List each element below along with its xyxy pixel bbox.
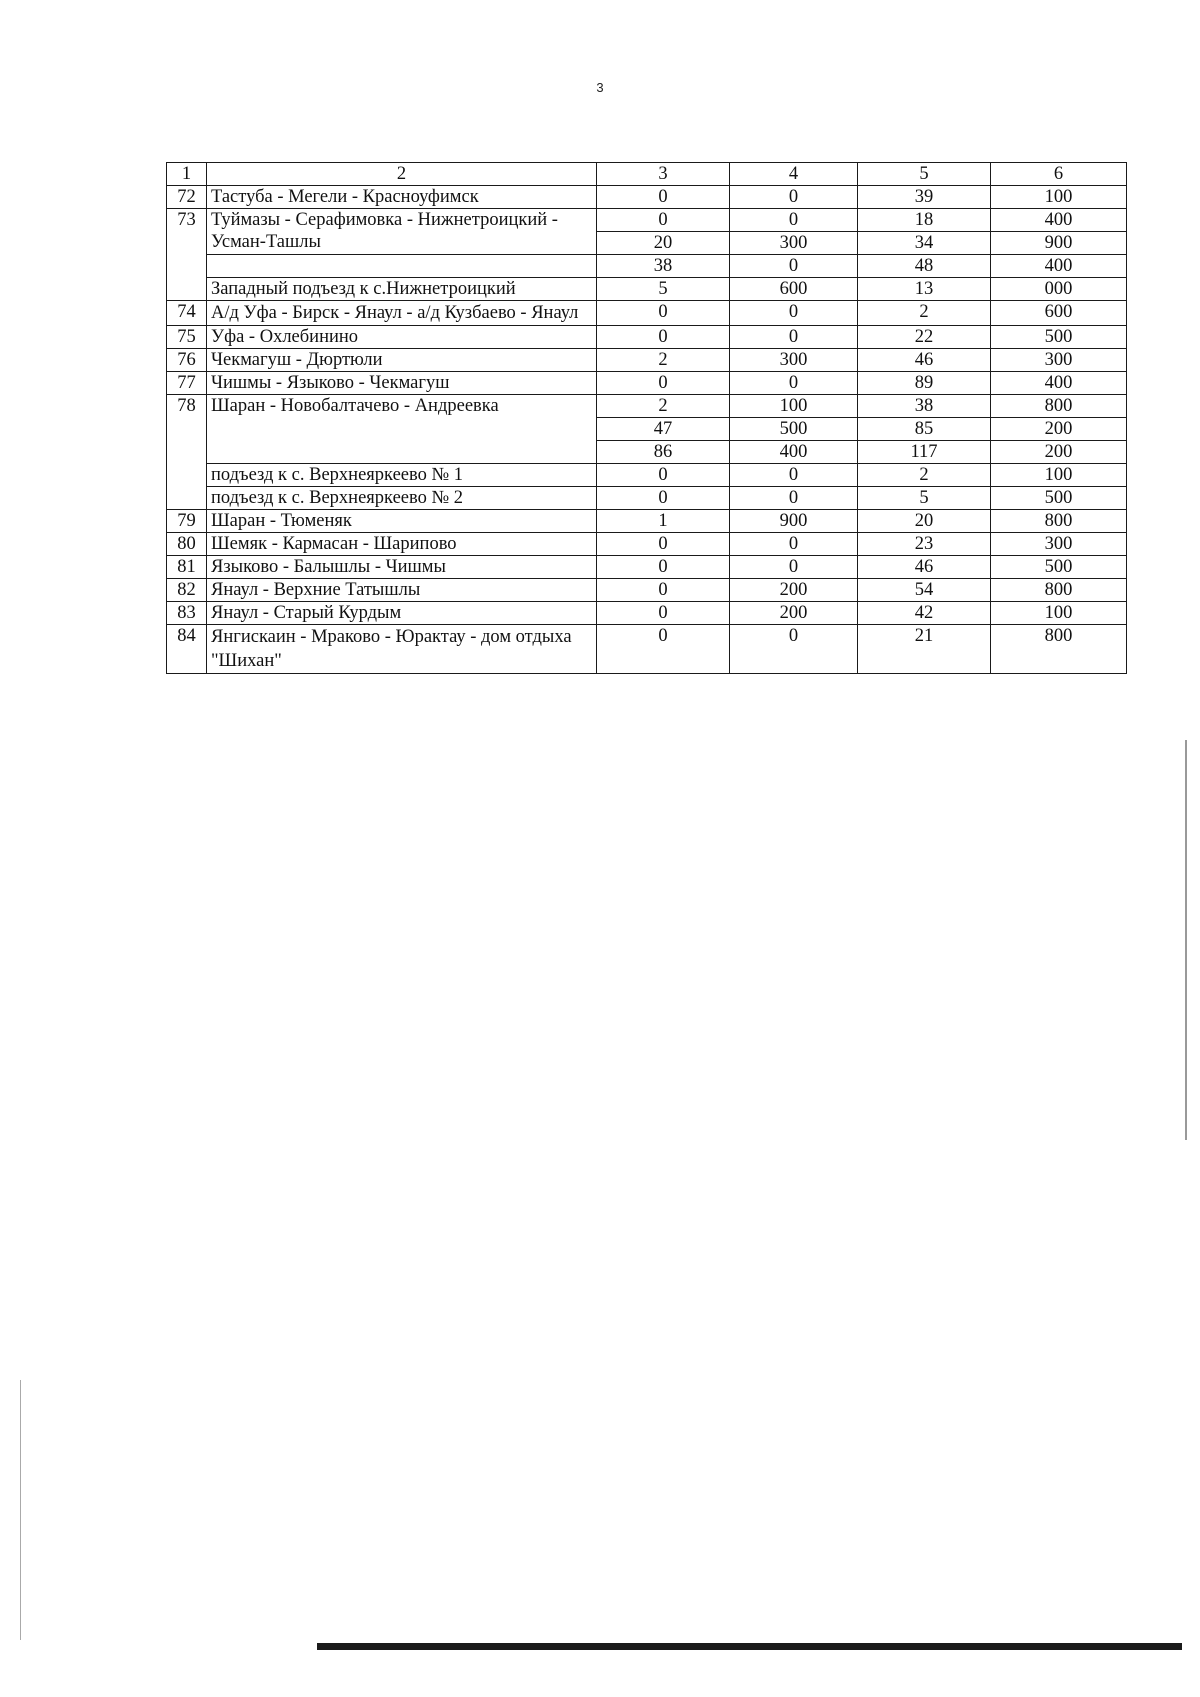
header-cell: 2 — [207, 163, 597, 186]
table-row — [167, 372, 1127, 395]
table-header-row — [167, 163, 1127, 186]
value-cell: 1 — [597, 510, 730, 533]
table-row — [167, 326, 1127, 349]
value-cell: 500 — [730, 418, 858, 441]
value-cell: 0 — [597, 326, 730, 349]
table-row — [167, 395, 1127, 418]
row-number-cell: 79 — [167, 510, 207, 533]
value-cell: 0 — [730, 209, 858, 232]
value-cell: 300 — [991, 349, 1127, 372]
value-cell: 0 — [730, 372, 858, 395]
road-name-cell: Уфа - Охлебинино — [207, 326, 597, 349]
value-cell: 900 — [991, 232, 1127, 255]
value-cell: 0 — [730, 464, 858, 487]
value-cell: 47 — [597, 418, 730, 441]
value-cell: 21 — [858, 625, 991, 674]
value-cell: 0 — [597, 301, 730, 326]
value-cell: 400 — [991, 255, 1127, 278]
value-cell: 200 — [991, 418, 1127, 441]
road-name-line: Усман-Ташлы — [211, 232, 321, 252]
header-cell: 3 — [597, 163, 730, 186]
row-number-cell: 76 — [167, 349, 207, 372]
row-number-cell: 75 — [167, 326, 207, 349]
value-cell: 0 — [730, 625, 858, 674]
value-cell: 0 — [597, 372, 730, 395]
value-cell: 900 — [730, 510, 858, 533]
value-cell: 86 — [597, 441, 730, 464]
row-number-cell: 81 — [167, 556, 207, 579]
value-cell: 200 — [730, 579, 858, 602]
value-cell: 0 — [597, 625, 730, 674]
value-cell: 38 — [858, 395, 991, 418]
road-name-cell: подъезд к с. Верхнеяркеево № 2 — [207, 487, 597, 510]
road-table — [166, 162, 1127, 674]
table-row — [167, 209, 1127, 232]
table-row — [167, 556, 1127, 579]
value-cell: 0 — [730, 301, 858, 326]
value-cell: 5 — [858, 487, 991, 510]
table-row — [167, 464, 1127, 487]
value-cell: 2 — [858, 464, 991, 487]
road-name-line: Туймазы - Серафимовка - Нижнетроицкий - — [211, 210, 558, 230]
value-cell: 23 — [858, 533, 991, 556]
value-cell: 117 — [858, 441, 991, 464]
value-cell: 0 — [730, 186, 858, 209]
value-cell: 0 — [597, 533, 730, 556]
road-name-cell: Янгискаин - Мраково - Юрактау - дом отдыха "Шихан" — [207, 625, 597, 674]
value-cell: 20 — [597, 232, 730, 255]
value-cell: 400 — [730, 441, 858, 464]
value-cell: 100 — [991, 186, 1127, 209]
road-name-cell: Шемяк - Кармасан - Шарипово — [207, 533, 597, 556]
value-cell: 0 — [597, 579, 730, 602]
value-cell: 38 — [597, 255, 730, 278]
row-number-cell: 72 — [167, 186, 207, 209]
road-name-cell: Тастуба - Мегели - Красноуфимск — [207, 186, 597, 209]
road-name-cell: Языково - Балышлы - Чишмы — [207, 556, 597, 579]
value-cell: 800 — [991, 510, 1127, 533]
scan-border-left — [20, 1380, 21, 1640]
row-number-cell: 78 — [167, 395, 207, 510]
value-cell: 22 — [858, 326, 991, 349]
value-cell: 0 — [730, 487, 858, 510]
value-cell: 0 — [730, 326, 858, 349]
road-name-line: Шаран - Новобалтачево - Андреевка — [211, 396, 499, 416]
value-cell: 200 — [730, 602, 858, 625]
row-number-cell: 83 — [167, 602, 207, 625]
value-cell: 200 — [991, 441, 1127, 464]
value-cell: 800 — [991, 625, 1127, 674]
road-name-cell — [207, 395, 597, 464]
value-cell: 0 — [730, 533, 858, 556]
value-cell: 2 — [858, 301, 991, 326]
value-cell: 2 — [597, 395, 730, 418]
value-cell: 0 — [597, 186, 730, 209]
value-cell: 100 — [991, 602, 1127, 625]
value-cell: 800 — [991, 395, 1127, 418]
value-cell: 400 — [991, 372, 1127, 395]
road-name-cell: Западный подъезд к с.Нижнетроицкий — [207, 278, 597, 301]
value-cell: 300 — [730, 349, 858, 372]
header-cell: 1 — [167, 163, 207, 186]
table-row — [167, 349, 1127, 372]
value-cell: 48 — [858, 255, 991, 278]
value-cell: 0 — [597, 602, 730, 625]
road-name-cell: Чекмагуш - Дюртюли — [207, 349, 597, 372]
table-row — [167, 579, 1127, 602]
scan-border-bottom — [317, 1643, 1182, 1650]
value-cell: 400 — [991, 209, 1127, 232]
value-cell: 46 — [858, 349, 991, 372]
road-name-cell: подъезд к с. Верхнеяркеево № 1 — [207, 464, 597, 487]
header-cell: 6 — [991, 163, 1127, 186]
value-cell: 13 — [858, 278, 991, 301]
road-name-cell: Шаран - Тюменяк — [207, 510, 597, 533]
value-cell: 100 — [730, 395, 858, 418]
value-cell: 0 — [730, 255, 858, 278]
road-name-cell: Чишмы - Языково - Чекмагуш — [207, 372, 597, 395]
value-cell: 300 — [991, 533, 1127, 556]
road-name-cell — [207, 255, 597, 278]
row-number-cell: 82 — [167, 579, 207, 602]
table-row — [167, 625, 1127, 674]
table-row — [167, 533, 1127, 556]
value-cell: 18 — [858, 209, 991, 232]
value-cell: 0 — [597, 487, 730, 510]
header-cell: 5 — [858, 163, 991, 186]
value-cell: 34 — [858, 232, 991, 255]
road-name-cell: Янаул - Старый Курдым — [207, 602, 597, 625]
table-row — [167, 602, 1127, 625]
value-cell: 100 — [991, 464, 1127, 487]
row-number-cell: 77 — [167, 372, 207, 395]
table-row — [167, 487, 1127, 510]
value-cell: 85 — [858, 418, 991, 441]
row-number-cell: 74 — [167, 301, 207, 326]
road-name-cell: А/д Уфа - Бирск - Янаул - а/д Кузбаево - Янаул — [207, 301, 597, 326]
value-cell: 500 — [991, 556, 1127, 579]
value-cell: 0 — [597, 209, 730, 232]
header-cell: 4 — [730, 163, 858, 186]
value-cell: 5 — [597, 278, 730, 301]
value-cell: 600 — [991, 301, 1127, 326]
value-cell: 800 — [991, 579, 1127, 602]
table-row — [167, 186, 1127, 209]
value-cell: 2 — [597, 349, 730, 372]
value-cell: 0 — [730, 556, 858, 579]
road-name-cell: Янаул - Верхние Татышлы — [207, 579, 597, 602]
value-cell: 0 — [597, 464, 730, 487]
table-row — [167, 255, 1127, 278]
row-number-cell: 80 — [167, 533, 207, 556]
value-cell: 46 — [858, 556, 991, 579]
row-number-cell: 84 — [167, 625, 207, 674]
value-cell: 54 — [858, 579, 991, 602]
page-number: 3 — [596, 80, 604, 95]
value-cell: 600 — [730, 278, 858, 301]
value-cell: 89 — [858, 372, 991, 395]
table-row — [167, 278, 1127, 301]
value-cell: 20 — [858, 510, 991, 533]
value-cell: 000 — [991, 278, 1127, 301]
value-cell: 39 — [858, 186, 991, 209]
value-cell: 300 — [730, 232, 858, 255]
table-row — [167, 301, 1127, 326]
value-cell: 500 — [991, 326, 1127, 349]
scan-border-right — [1185, 740, 1187, 1140]
value-cell: 0 — [597, 556, 730, 579]
table-row — [167, 510, 1127, 533]
row-number-cell: 73 — [167, 209, 207, 301]
value-cell: 500 — [991, 487, 1127, 510]
road-name-cell — [207, 209, 597, 255]
value-cell: 42 — [858, 602, 991, 625]
